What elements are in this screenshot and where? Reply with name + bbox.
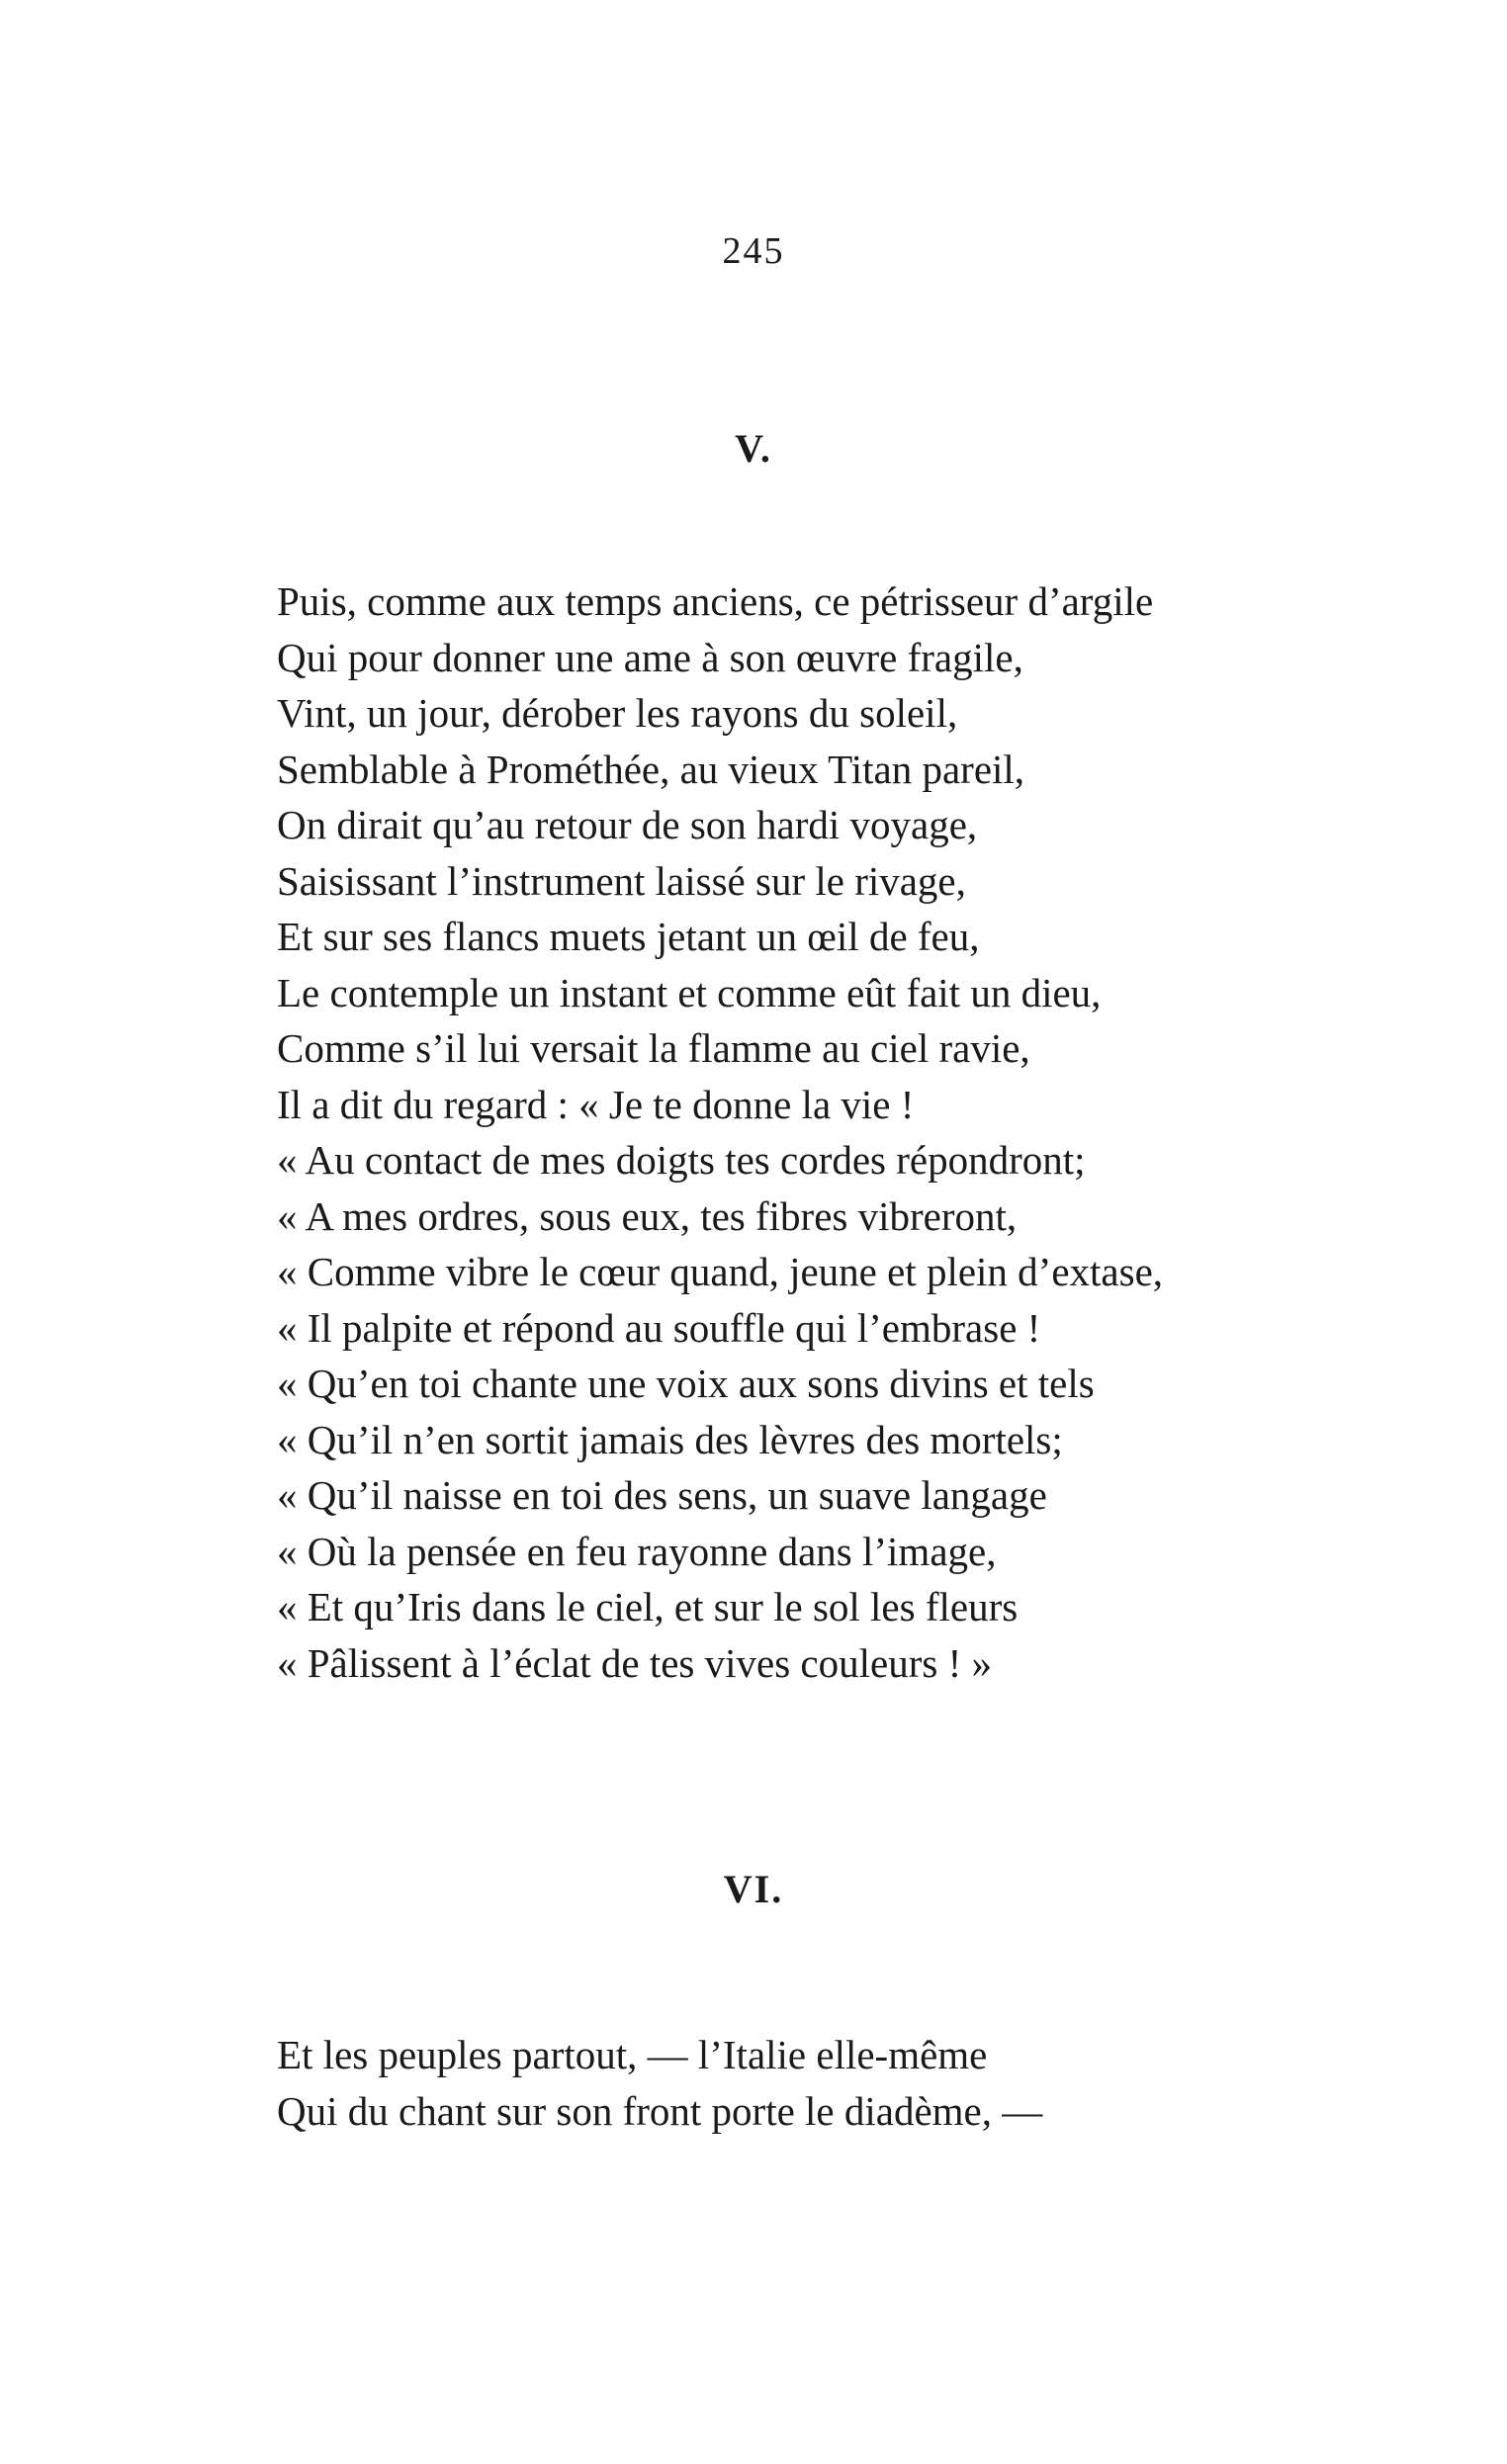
verse-line: Le contemple un instant et comme eût fait un dieu, (277, 969, 1102, 1015)
verse-line: « Pâlissent à l’éclat de tes vives couleurs ! » (277, 1639, 992, 1686)
verse-line: « Comme vibre le cœur quand, jeune et plein d’extase, (277, 1249, 1164, 1294)
verse-line: On dirait qu’au retour de son hardi voyage, (277, 802, 978, 847)
verse-line: « Au contact de mes doigts tes cordes répondront; (277, 1137, 1086, 1183)
page-number: 245 (722, 230, 785, 272)
section-heading-vi: VI. (723, 1867, 784, 1911)
verse-line: Il a dit du regard : « Je te donne la vie ! (277, 1081, 915, 1127)
verse-line: « Qu’il n’en sortit jamais des lèvres des mortels; (277, 1416, 1063, 1462)
verse-line: Vint, un jour, dérober les rayons du soleil, (277, 690, 958, 736)
verse-line: Et les peuples partout, — l’Italie elle-même (277, 2032, 988, 2077)
verse-line: « Où la pensée en feu rayonne dans l’image, (277, 1528, 997, 1574)
verse-line: Semblable à Prométhée, au vieux Titan pareil, (277, 746, 1025, 792)
verse-line: « Et qu’Iris dans le ciel, et sur le sol les fleurs (277, 1584, 1019, 1629)
verse-line: « Qu’il naisse en toi des sens, un suave langage (277, 1472, 1047, 1518)
stanza-v (277, 573, 1414, 1691)
verse-line: « A mes ordres, sous eux, tes fibres vibreront, (277, 1192, 1018, 1239)
section-heading-v: V. (735, 426, 772, 471)
verse-line: Qui pour donner une ame à son œuvre fragile, (277, 634, 1023, 680)
verse-line: Et sur ses flancs muets jetant un œil de feu, (277, 914, 980, 959)
verse-line: Comme s’il lui versait la flamme au ciel ravie, (277, 1025, 1030, 1071)
verse-line: « Qu’en toi chante une voix aux sons divins et tels (277, 1361, 1095, 1406)
verse-line: Qui du chant sur son front porte le diadème, — (277, 2087, 1043, 2134)
verse-line: Saisissant l’instrument laissé sur le rivage, (277, 857, 966, 904)
verse-line: « Il palpite et répond au souffle qui l’embrase ! (277, 1304, 1041, 1351)
verse-line: Puis, comme aux temps anciens, ce pétrisseur d’argile (277, 578, 1154, 624)
stanza-vi (277, 2027, 1414, 2139)
